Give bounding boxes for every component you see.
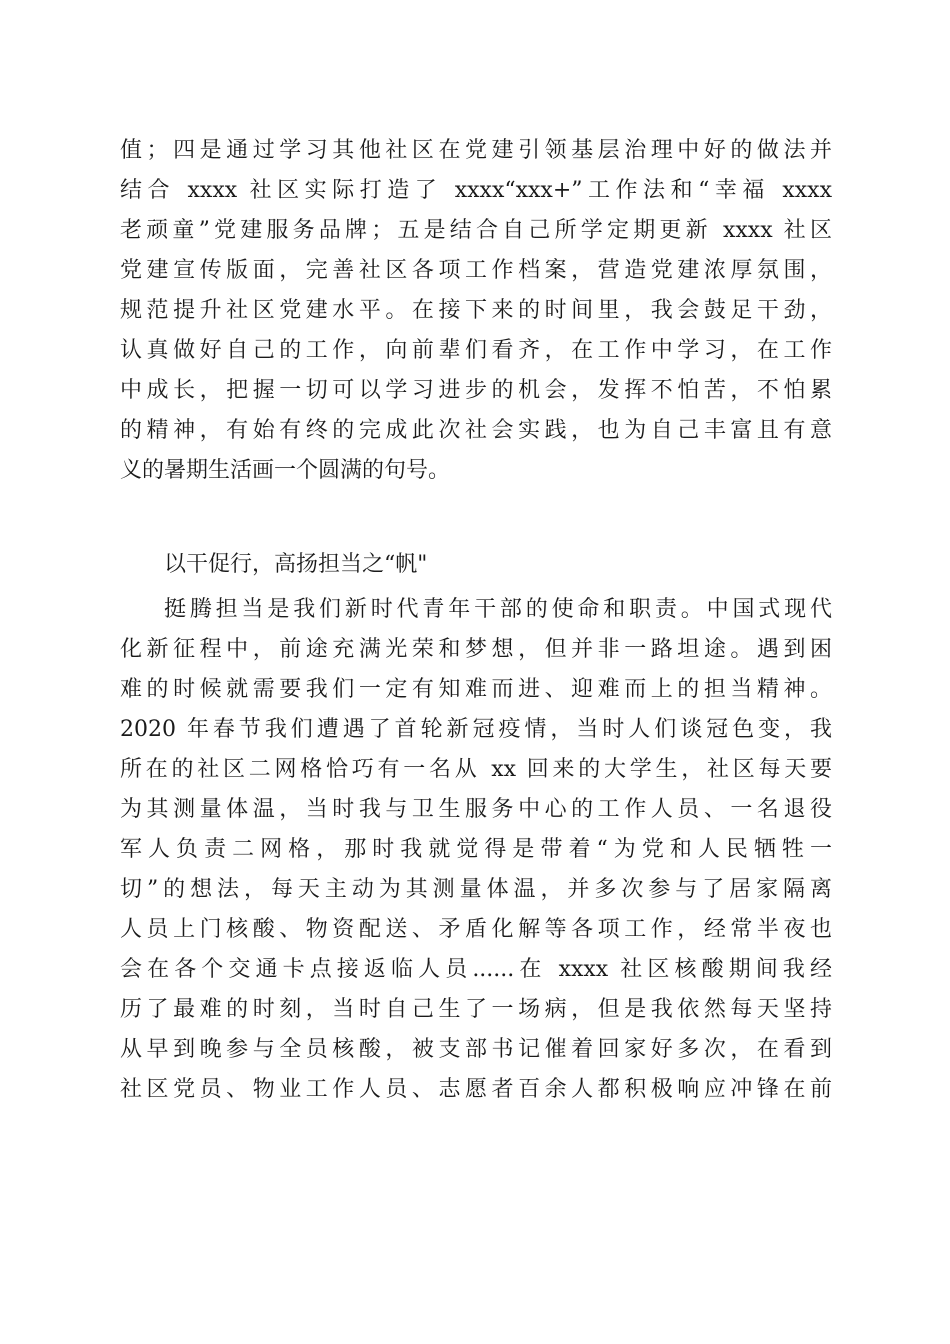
paragraph-line: 规范提升社区党建水平。在接下来的时间里，我会鼓足干劲， [120, 298, 832, 323]
paragraph-line: 切”的想法，每天主动为其测量体温，并多次参与了居家隔离 [120, 877, 832, 902]
paragraph-line: 值；四是通过学习其他社区在党建引领基层治理中好的做法并 [120, 138, 832, 163]
paragraph-2 [120, 590, 832, 1110]
paragraph-line: 义的暑期生活画一个圆满的句号。 [120, 458, 451, 483]
paragraph-line: 人员上门核酸、物资配送、矛盾化解等各项工作，经常半夜也 [120, 917, 832, 942]
paragraph-line: 中成长，把握一切可以学习进步的机会，发挥不怕苦，不怕累 [120, 378, 832, 403]
paragraph-line: 老顽童”党建服务品牌；五是结合自己所学定期更新 xxxx 社区 [120, 218, 832, 243]
paragraph-line: 从早到晚参与全员核酸，被支部书记催着回家好多次，在看到 [120, 1037, 832, 1062]
paragraph-line: 社区党员、物业工作人员、志愿者百余人都积极响应冲锋在前 [120, 1077, 832, 1102]
paragraph-line: 会在各个交通卡点接返临人员......在 xxxx 社区核酸期间我经 [120, 957, 832, 982]
paragraph-line: 历了最难的时刻，当时自己生了一场病，但是我依然每天坚持 [120, 997, 832, 1022]
paragraph-line: 结合 xxxx 社区实际打造了 xxxx“xxx+”工作法和“幸福 xxxx [120, 178, 832, 203]
section-heading-block [120, 545, 832, 585]
paragraph-line: 为其测量体温，当时我与卫生服务中心的工作人员、一名退役 [120, 797, 832, 822]
paragraph-line: 难的时候就需要我们一定有知难而进、迎难而上的担当精神。 [120, 677, 832, 702]
paragraph-line: 军人负责二网格，那时我就觉得是带着“为党和人民牺牲一 [120, 837, 832, 862]
paragraph-line: 认真做好自己的工作，向前辈们看齐，在工作中学习，在工作 [120, 338, 832, 363]
section-heading: 以干促行，高扬担当之“帆" [164, 552, 428, 577]
paragraph-line: 党建宣传版面，完善社区各项工作档案，营造党建浓厚氛围， [120, 258, 832, 283]
paragraph-line: 所在的社区二网格恰巧有一名从 xx 回来的大学生，社区每天要 [120, 757, 832, 782]
paragraph-line: 挺腾担当是我们新时代青年干部的使命和职责。中国式现代 [164, 597, 832, 622]
paragraph-line: 化新征程中，前途充满光荣和梦想，但并非一路坦途。遇到困 [120, 637, 832, 662]
paragraph-1 [120, 131, 832, 491]
paragraph-line: 的精神，有始有终的完成此次社会实践，也为自己丰富且有意 [120, 418, 832, 443]
paragraph-line: 2020 年春节我们遭遇了首轮新冠疫情，当时人们谈冠色变，我 [120, 717, 832, 742]
